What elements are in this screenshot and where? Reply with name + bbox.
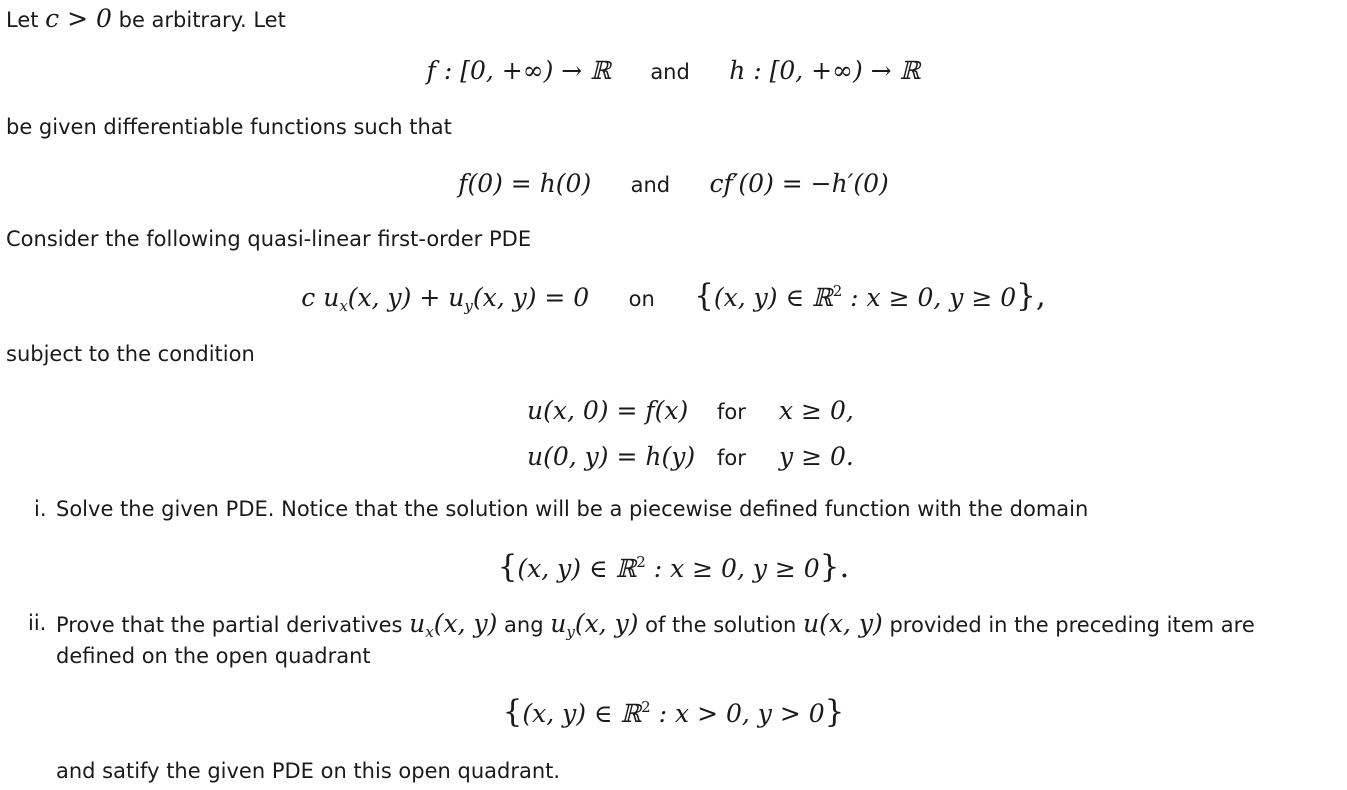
item-ii-final: and satify the given PDE on this open quadrant.: [56, 759, 561, 783]
item-ii-marker: ii.: [28, 611, 47, 635]
pde-mid: (x, y) + u: [347, 283, 465, 312]
condition-for: for: [717, 446, 746, 470]
item-ii-domain-cond: : x > 0, y > 0: [650, 699, 825, 728]
h-definition: h : [0, +∞) → ℝ: [729, 56, 921, 85]
condition-rhs: y ≥ 0.: [779, 442, 854, 471]
condition-rhs: x ≥ 0,: [779, 396, 854, 425]
compatibility-equation: [0, 171, 1347, 196]
subject-line: subject to the condition: [6, 342, 255, 366]
item-i-text: Solve the given PDE. Notice that the solution will be a piecewise defined function with the domain: [56, 497, 1089, 521]
item-i-domain-body: (x, y) ∈ ℝ: [517, 554, 637, 583]
intro-let: Let: [6, 8, 39, 32]
intro-line: [6, 6, 286, 31]
eq2-left: f(0) = h(0): [458, 169, 592, 198]
item-ii-line2: defined on the open quadrant: [56, 644, 371, 668]
pde-domain-close-brace: },: [1016, 278, 1046, 314]
pde-end: (x, y) = 0: [472, 283, 590, 312]
item-ii-domain: [0, 694, 1347, 730]
item-ii-text-a: Prove that the partial derivatives: [56, 613, 403, 637]
condition-row: [527, 398, 854, 444]
intro-arbitrary: be arbitrary. Let: [118, 8, 286, 32]
intro-c-condition: c > 0: [45, 4, 112, 33]
item-ii-domain-close: }: [824, 694, 845, 730]
function-definitions-equation: [0, 58, 1347, 83]
item-ii-uy-sub: y: [566, 623, 575, 641]
pde-sub-y: y: [464, 297, 473, 315]
eq2-right: cf′(0) = −h′(0): [709, 169, 889, 198]
pde-sub-x: x: [339, 297, 348, 315]
item-i-domain-open: {: [497, 549, 518, 585]
eq2-and: and: [630, 173, 671, 197]
item-ii-ux-args: (x, y): [433, 609, 498, 638]
item-i-domain-sup: 2: [636, 553, 646, 571]
condition-lhs: u(x, 0) = f(x): [527, 396, 689, 425]
condition-lhs: u(0, y) = h(y): [527, 442, 696, 471]
item-ii-text-c: provided in the preceding item are: [889, 613, 1255, 637]
item-ii-line1: [56, 609, 1255, 641]
item-ii-u-xy: u(x, y): [803, 609, 883, 638]
item-i-domain: [0, 549, 1347, 585]
item-i-domain-cond: : x ≥ 0, y ≥ 0: [645, 554, 820, 583]
eq1-and: and: [650, 60, 690, 84]
item-ii-ux-sub: x: [425, 623, 434, 641]
item-ii-uy-args: (x, y): [574, 609, 639, 638]
item-ii-text-b: of the solution: [645, 613, 797, 637]
item-ii-ang: ang: [504, 613, 544, 637]
consider-line: Consider the following quasi-linear first-order PDE: [6, 227, 532, 251]
item-ii-domain-body: (x, y) ∈ ℝ: [522, 699, 642, 728]
item-ii-domain-open: {: [502, 694, 523, 730]
item-ii-domain-sup: 2: [641, 698, 651, 716]
pde-domain-body: (x, y) ∈ ℝ: [713, 283, 833, 312]
pde-c-ux: c u: [301, 283, 340, 312]
condition-for: for: [717, 400, 746, 424]
boundary-conditions: [527, 398, 854, 490]
given-line: be given differentiable functions such that: [6, 115, 452, 139]
pde-domain-cond: : x ≥ 0, y ≥ 0: [842, 283, 1017, 312]
condition-row: [527, 444, 854, 490]
item-i-domain-close: }.: [819, 549, 850, 585]
pde-domain-sup: 2: [832, 282, 843, 300]
pde-domain-open-brace: {: [694, 278, 714, 314]
item-ii-uy: u: [550, 609, 567, 638]
item-i-marker: i.: [34, 497, 47, 521]
f-definition: f : [0, +∞) → ℝ: [426, 56, 611, 85]
pde-equation: [0, 278, 1347, 315]
pde-on: on: [628, 287, 655, 311]
item-ii-ux: u: [409, 609, 426, 638]
